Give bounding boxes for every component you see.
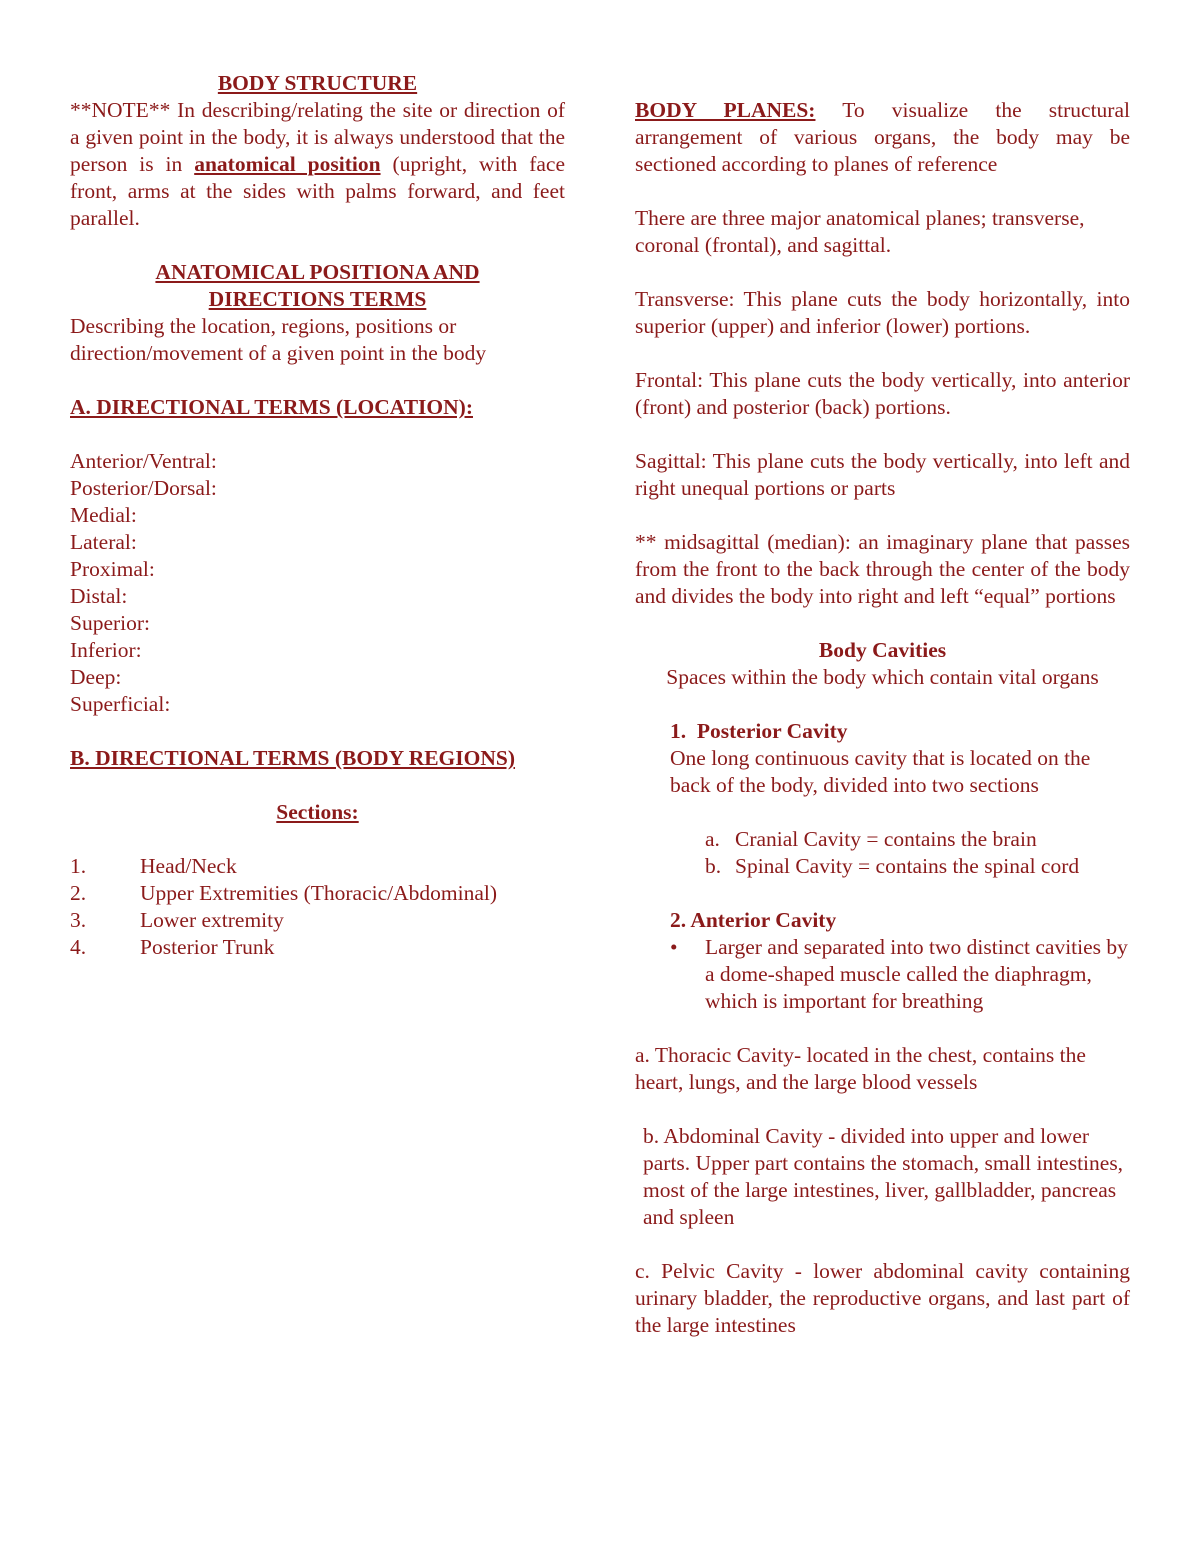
term-item: Anterior/Ventral:	[70, 449, 217, 473]
posterior-cavity-block	[635, 718, 1130, 799]
note-emphasis: anatomical position	[194, 152, 381, 176]
note-text-start: **NOTE** In describing/relating the site or direction of a given point in the body, it is always understood that the person is in	[70, 98, 565, 176]
abdominal-cavity-text: b. Abdominal Cavity - divided into upper and lower parts. Upper part contains the stomach, small intestines, most of the large intestines, liver, gallbladder, pancreas and spleen	[643, 1124, 1124, 1229]
left-column	[70, 70, 565, 961]
term-item: Deep:	[70, 665, 122, 689]
term-item: Distal:	[70, 584, 128, 608]
term-item: Medial:	[70, 503, 137, 527]
list-text: Posterior Trunk	[140, 935, 275, 959]
sections-label: Sections:	[276, 800, 359, 824]
sagittal-plane-text: Sagittal: This plane cuts the body vertically, into left and right unequal portions or parts	[635, 449, 1130, 500]
bullet-marker: •	[670, 935, 678, 959]
list-number: 4.	[70, 935, 87, 959]
list-item	[70, 907, 565, 934]
three-planes-text: There are three major anatomical planes; transverse, coronal (frontal), and sagittal.	[635, 206, 1085, 257]
term-item: Superficial:	[70, 692, 171, 716]
section-description: Describing the location, regions, positions or direction/movement of a given point in the body	[70, 314, 487, 365]
sub-letter: b.	[705, 854, 722, 878]
posterior-cavity-description: One long continuous cavity that is located on the back of the body, divided into two sections	[670, 746, 1091, 797]
body-planes-intro: To visualize the structural arrangement of various organs, the body may be sectioned according to planes of reference	[635, 98, 1130, 176]
anterior-bullet-text: Larger and separated into two distinct cavities by a dome-shaped muscle called the diaphragm, which is important for breathing	[705, 935, 1128, 1013]
section-heading-line2: DIRECTIONS TERMS	[208, 287, 427, 311]
list-item	[635, 826, 1130, 853]
list-number: 2.	[70, 881, 87, 905]
sub-text: Cranial Cavity = contains the brain	[735, 827, 1037, 851]
right-column	[635, 70, 1130, 1339]
anatomical-position-note	[70, 97, 565, 232]
note-text-end: (upright, with face front, arms at the sides with palms forward, and feet parallel.	[70, 152, 566, 230]
list-item	[70, 934, 565, 961]
anterior-bullet-item	[635, 934, 1130, 1015]
term-item: Proximal:	[70, 557, 155, 581]
list-item	[70, 853, 565, 880]
list-text: Lower extremity	[140, 908, 284, 932]
list-item	[70, 880, 565, 907]
anterior-cavity-heading: 2. Anterior Cavity	[670, 908, 837, 932]
section-heading-line1: ANATOMICAL POSITIONA AND	[155, 260, 480, 284]
posterior-cavity-number: 1.	[670, 719, 687, 743]
list-text: Head/Neck	[140, 854, 237, 878]
transverse-plane-text: Transverse: This plane cuts the body horizontally, into superior (upper) and inferior (lower) portions.	[635, 287, 1130, 338]
term-item: Superior:	[70, 611, 151, 635]
thoracic-cavity-text: a. Thoracic Cavity- located in the chest, contains the heart, lungs, and the large blood vessels	[635, 1043, 1086, 1094]
heading-directional-body-regions: B. DIRECTIONAL TERMS (BODY REGIONS)	[70, 746, 516, 770]
sub-letter: a.	[705, 827, 720, 851]
document-title: BODY STRUCTURE	[217, 71, 418, 95]
sub-text: Spinal Cavity = contains the spinal cord	[735, 854, 1080, 878]
list-item	[635, 853, 1130, 880]
posterior-cavity-heading	[670, 718, 1130, 745]
pelvic-cavity-text: c. Pelvic Cavity - lower abdominal cavity containing urinary bladder, the reproductive organs, and last part of the large intestines	[635, 1259, 1130, 1337]
posterior-cavity-title: Posterior Cavity	[696, 719, 848, 743]
sections-list	[70, 853, 565, 961]
body-cavities-description: Spaces within the body which contain vital organs	[666, 665, 1099, 689]
body-planes-paragraph	[635, 97, 1130, 178]
directional-terms-list	[70, 448, 565, 718]
body-cavities-title: Body Cavities	[818, 638, 947, 662]
heading-directional-location: A. DIRECTIONAL TERMS (LOCATION):	[70, 395, 473, 419]
term-item: Lateral:	[70, 530, 137, 554]
body-planes-heading: BODY PLANES:	[635, 98, 816, 122]
list-number: 1.	[70, 854, 87, 878]
midsagittal-plane-text: ** midsagittal (median): an imaginary plane that passes from the front to the back through the center of the body and divides the body into right and left “equal” portions	[635, 530, 1130, 608]
frontal-plane-text: Frontal: This plane cuts the body vertically, into anterior (front) and posterior (back) portions.	[635, 368, 1130, 419]
term-item: Posterior/Dorsal:	[70, 476, 217, 500]
list-number: 3.	[70, 908, 87, 932]
list-text: Upper Extremities (Thoracic/Abdominal)	[140, 881, 498, 905]
term-item: Inferior:	[70, 638, 142, 662]
